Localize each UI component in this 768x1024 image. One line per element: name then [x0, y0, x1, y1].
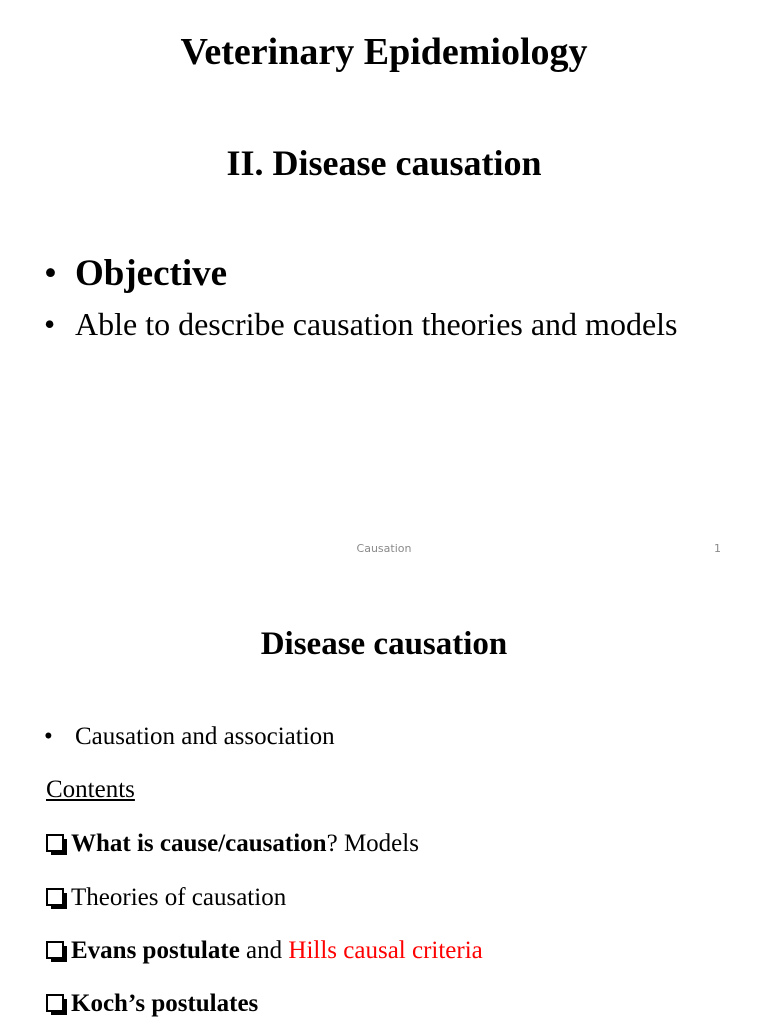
slide-subtitle: II. Disease causation [226, 143, 542, 183]
bullet-icon: • [44, 306, 56, 342]
checkbox-icon [46, 834, 64, 852]
item-text: ? Models [326, 830, 419, 857]
slide-2 [0, 570, 768, 1024]
bullet-text: Able to describe causation theories and models [75, 306, 678, 342]
contents-item [46, 990, 258, 1018]
checkbox-icon [46, 994, 64, 1012]
item-highlight-text: Hills causal criteria [288, 937, 483, 964]
bullet-text: Causation and association [75, 723, 335, 750]
slide-title: Veterinary Epidemiology [180, 31, 588, 73]
bullet-describe [44, 306, 677, 343]
bullet-icon: • [44, 723, 53, 750]
contents-item [46, 937, 483, 965]
item-text: and [239, 937, 289, 964]
slide-title: Disease causation [260, 626, 508, 662]
checkbox-icon [46, 888, 64, 906]
item-bold-text: Koch’s postulates [71, 990, 259, 1017]
bullet-causation [44, 723, 335, 751]
contents-item [46, 830, 419, 858]
bullet-objective [44, 252, 227, 295]
bullet-icon: • [44, 253, 57, 294]
footer-label: Causation [356, 542, 412, 555]
contents-heading: Contents [46, 776, 135, 803]
contents-item [46, 884, 286, 912]
item-text: Theories of causation [71, 884, 287, 911]
bullet-text: Objective [75, 253, 228, 294]
checkbox-icon [46, 941, 64, 959]
item-bold-text: Evans postulate [71, 937, 240, 964]
page-number: 1 [714, 542, 721, 555]
item-bold-text: What is cause/causation [71, 830, 327, 857]
